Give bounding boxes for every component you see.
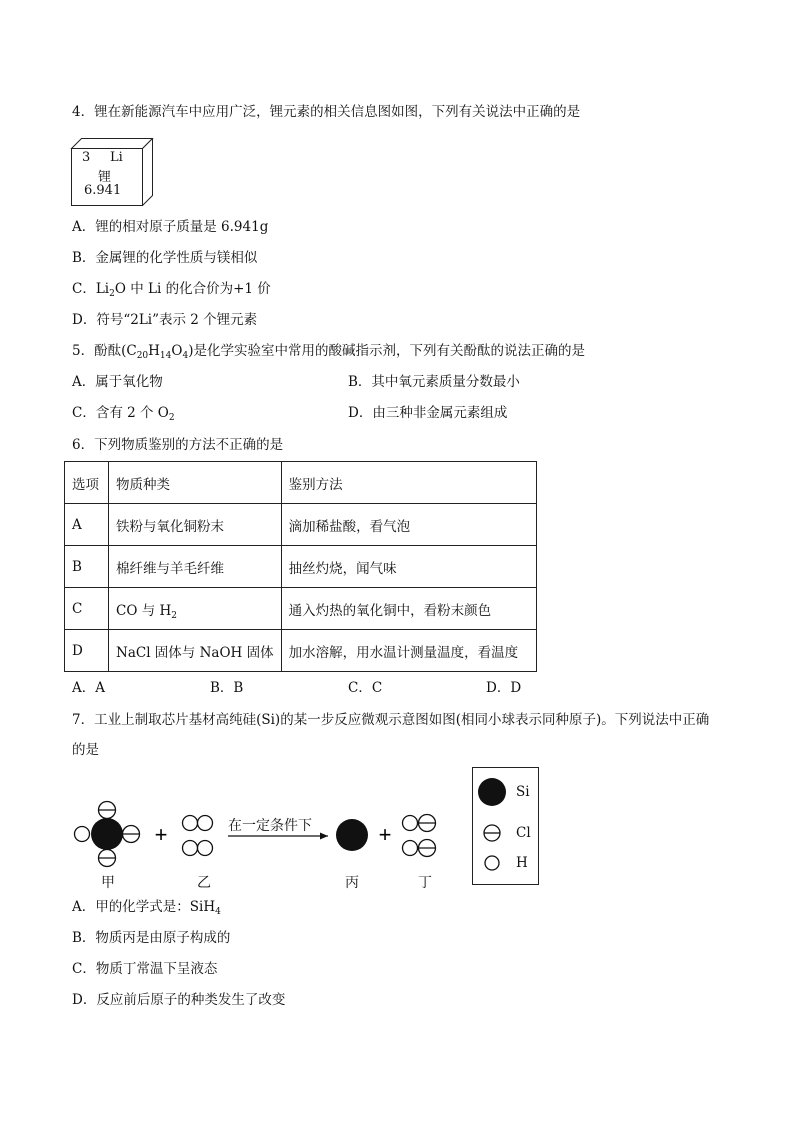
label-ding: 丁 [418, 875, 432, 891]
reaction-diagram [60, 790, 470, 886]
label-yi: 乙 [197, 875, 211, 891]
table-cell-method: 通入灼热的氧化铜中，看粉末颜色 [281, 588, 536, 630]
q6-stem: 6．下列物质鉴别的方法不正确的是 [72, 437, 284, 453]
q4-option-d: D．符号“2Li”表示 2 个锂元素 [72, 312, 258, 328]
table-cell-option: B [65, 546, 109, 588]
label-jia: 甲 [101, 875, 115, 891]
q5-option-b: B．其中氧元素质量分数最小 [348, 374, 520, 390]
q7-option-d: D．反应前后原子的种类发生了改变 [72, 992, 286, 1008]
atom-legend [472, 767, 539, 885]
table-row [65, 630, 537, 672]
q4-stem: 4．锂在新能源汽车中应用广泛，锂元素的相关信息图如图，下列有关说法中正确的是 [72, 104, 581, 120]
table-cell-option: A [65, 504, 109, 546]
table-cell-option: C [65, 588, 109, 630]
q6-answer-d: D．D [486, 680, 522, 696]
legend-si-symbol [478, 778, 506, 806]
legend-h-symbol [485, 856, 499, 870]
table-header-cell: 鉴别方法 [281, 462, 536, 504]
q4-option-b: B．金属锂的化学性质与镁相似 [72, 250, 258, 266]
q4-option-a: A．锂的相对原子质量是 6.941g [72, 219, 269, 235]
legend-si-label: Si [516, 784, 530, 800]
legend-cl-label: Cl [516, 825, 531, 841]
element-name: 锂 [98, 170, 112, 185]
element-number: 3 [82, 150, 91, 165]
table-cell-method: 加水溶解，用水温计测量温度，看温度 [281, 630, 536, 672]
table-cell-method: 抽丝灼烧，闻气味 [281, 546, 536, 588]
q6-answer-a: A．A [72, 680, 105, 696]
q5-option-a: A．属于氧化物 [72, 374, 163, 390]
q6-answer-b: B．B [210, 680, 244, 696]
table-cell-option: D [65, 630, 109, 672]
q6-table [64, 461, 537, 672]
plus-sign: + [154, 822, 168, 847]
q7-option-b: B．物质丙是由原子构成的 [72, 930, 231, 946]
q4-option-c: C．$Li_2O$ 中 Li 的化合价为+1 价 [72, 281, 271, 299]
table-cell-substance: 棉纤维与羊毛纤维 [109, 546, 282, 588]
legend-h-label: H [516, 855, 528, 871]
q7-option-c: C．物质丁常温下呈液态 [72, 961, 218, 977]
table-row [65, 588, 537, 630]
arrow-label: 在一定条件下 [228, 818, 312, 834]
table-cell-substance: 铁粉与氧化铜粉末 [109, 504, 282, 546]
table-row [65, 504, 537, 546]
table-cell-substance: CO 与 $H_2$ [109, 588, 282, 630]
q7-option-a: A．甲的化学式是：SiH$_4$ [72, 899, 221, 917]
molecule-jia [75, 802, 140, 867]
table-header-row [65, 462, 537, 504]
element-mass: 6.941 [84, 183, 122, 198]
table-row [65, 546, 537, 588]
q5-option-c: C．含有 2 个 $O_2$ [72, 405, 175, 423]
q7-stem-line2: 的是 [72, 742, 99, 758]
table-header-cell: 物质种类 [109, 462, 282, 504]
element-symbol: Li [110, 150, 123, 165]
q7-stem-line1: 7．工业上制取芯片基材高纯硅(Si)的某一步反应微观示意图如图(相同小球表示同种原子)。下列说法中正确 [72, 712, 710, 728]
element-card [68, 138, 156, 206]
table-cell-substance: NaCl 固体与 NaOH 固体 [109, 630, 282, 672]
table-header-cell: 选项 [65, 462, 109, 504]
molecule-ding [403, 815, 436, 857]
q5-stem: 5．酚酞$(C_{20}H_{14}O_4)$是化学实验室中常用的酸碱指示剂，下列有关酚酞的说法正确的是 [72, 343, 585, 361]
label-bing: 丙 [345, 875, 359, 891]
plus-sign: + [378, 822, 392, 847]
table-cell-method: 滴加稀盐酸，看气泡 [281, 504, 536, 546]
q6-answer-c: C．C [348, 680, 383, 696]
q5-option-d: D．由三种非金属元素组成 [348, 405, 508, 421]
molecule-bing [336, 819, 368, 851]
molecule-yi [183, 816, 213, 856]
